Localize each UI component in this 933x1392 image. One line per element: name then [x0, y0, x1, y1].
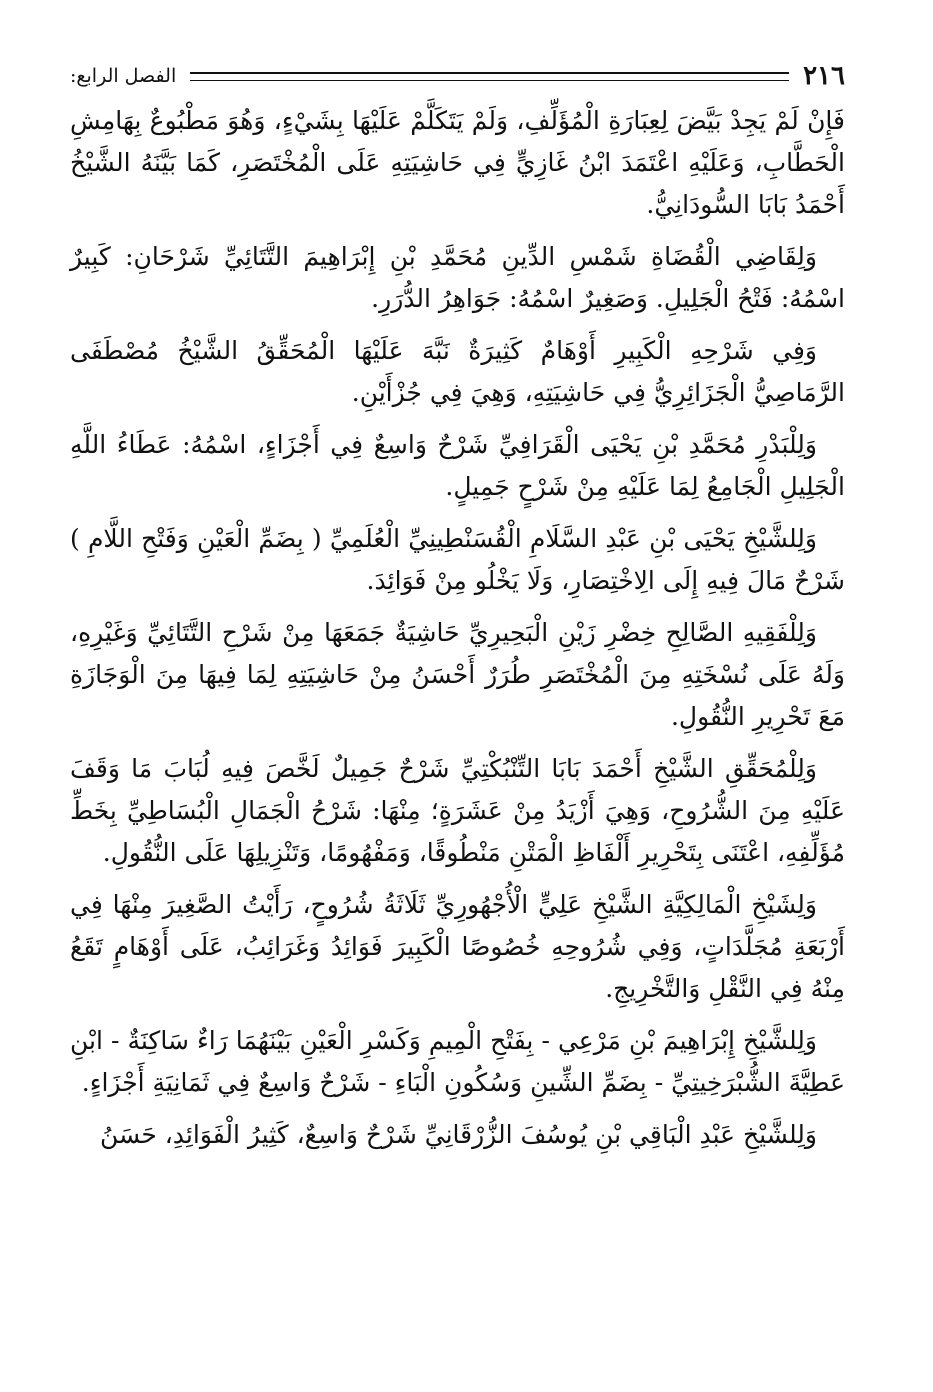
body-text [70, 100, 845, 1156]
paragraph: وَلِلْمُحَقِّقِ الشَّيْخِ أَحْمَدَ بَابَا التِّنْبُكْتِيِّ شَرْحٌ جَمِيلٌ لَخَّصَ فِيهِ لُبَابَ مَا وَقَفَ عَلَيْهِ مِنَ الشُّرُوحِ، وَهِيَ أَزْيَدُ مِنْ عَشَرَةٍ؛ مِنْهَا: شَرْحُ الْجَمَالِ الْبُسَاطِيِّ بِخَطِّ مُؤَلِّفِهِ، اعْتَنَى بِتَحْرِيرِ أَلْفَاظِ الْمَتْنِ مَنْطُوقًا، وَمَفْهُومًا، وَتَنْزِيلِهَا عَلَى النُّقُولِ. [70, 754, 845, 867]
paragraph: وَلِلشَّيْخِ يَحْيَى بْنِ عَبْدِ السَّلَامِ الْقُسَنْطِينِيِّ الْعُلَمِيِّ ( بِضَمِّ الْعَيْنِ وَفَتْحِ اللَّامِ ) شَرْحٌ مَالَ فِيهِ إِلَى الِاخْتِصَارِ، وَلَا يَخْلُو مِنْ فَوَائِدَ. [70, 524, 845, 595]
running-head: الفصل الرابع: [70, 65, 177, 87]
paragraph: وَلِلشَّيْخِ عَبْدِ الْبَاقِي بْنِ يُوسُفَ الزُّرْقَانِيِّ شَرْحٌ وَاسِعٌ، كَثِيرُ الْفَوَائِدِ، حَسَنُ [99, 1120, 817, 1149]
header-rule [190, 72, 789, 81]
paragraph: وَلِلشَّيْخِ إِبْرَاهِيمَ بْنِ مَرْعِي - بِفَتْحِ الْمِيمِ وَكَسْرِ الْعَيْنِ بَيْنَهُمَا رَاءٌ سَاكِنَةٌ - ابْنِ عَطِيَّةَ الشُّبْرَخِيتِيِّ - بِضَمِّ الشِّينِ وَسُكُونِ الْبَاءِ - شَرْحٌ وَاسِعٌ فِي ثَمَانِيَةِ أَجْزَاءٍ. [70, 1026, 845, 1097]
paragraph: وَفِي شَرْحِهِ الْكَبِيرِ أَوْهَامٌ كَثِيرَةٌ نَبَّهَ عَلَيْهَا الْمُحَقِّقُ الشَّيْخُ مُصْطَفَى الرَّمَاصِيُّ الْجَزَائِرِيُّ فِي حَاشِيَتِهِ، وَهِيَ فِي جُزْأَيْنِ. [70, 336, 845, 407]
page-number: ٢١٦ [803, 61, 845, 91]
paragraph: وَلِقَاضِي الْقُضَاةِ شَمْسِ الدِّينِ مُحَمَّدِ بْنِ إِبْرَاهِيمَ التَّتَائِيِّ شَرْحَانِ: كَبِيرٌ اسْمُهُ: فَتْحُ الْجَلِيلِ. وَصَغِيرٌ اسْمُهُ: جَوَاهِرُ الدُّرَرِ. [70, 242, 845, 313]
paragraph: وَلِلْبَدْرِ مُحَمَّدِ بْنِ يَحْيَى الْقَرَافِيِّ شَرْحٌ وَاسِعٌ فِي أَجْزَاءٍ، اسْمُهُ: عَطَاءُ اللَّهِ الْجَلِيلِ الْجَامِعُ لِمَا عَلَيْهِ مِنْ شَرْحٍ جَمِيلٍ. [70, 430, 845, 501]
page-header [70, 56, 845, 96]
paragraph: وَلِلْفَقِيهِ الصَّالِحِ خِضْرِ زَيْنِ الْبَحِيرِيِّ حَاشِيَةٌ جَمَعَهَا مِنْ شَرْحِ التَّتَائِيِّ وَغَيْرِهِ، وَلَهُ عَلَى نُسْخَتِهِ مِنَ الْمُخْتَصَرِ طُرَرٌ أَحْسَنُ مِنْ حَاشِيَتِهِ لِمَا فِيهَا مِنَ الْوَجَازَةِ مَعَ تَحْرِيرِ النُّقُولِ. [70, 618, 845, 731]
paragraph: وَلِشَيْخِ الْمَالِكِيَّةِ الشَّيْخِ عَلِيٍّ الْأُجْهُورِيِّ ثَلَاثَةُ شُرُوحٍ، رَأَيْتُ الصَّغِيرَ مِنْهَا فِي أَرْبَعَةِ مُجَلَّدَاتٍ، وَفِي شُرُوحِهِ خُصُوصًا الْكَبِيرَ فَوَائِدُ وَغَرَائِبُ، عَلَى أَوْهَامٍ تَقَعُ مِنْهُ فِي النَّقْلِ وَالتَّخْرِيجِ. [70, 890, 845, 1003]
paragraph: فَإِنْ لَمْ يَجِدْ بَيَّضَ لِعِبَارَةِ الْمُؤَلِّفِ، وَلَمْ يَتَكَلَّمْ عَلَيْهَا بِشَيْءٍ، وَهُوَ مَطْبُوعٌ بِهَامِشِ الْحَطَّابِ، وَعَلَيْهِ اعْتَمَدَ ابْنُ غَازِيٍّ فِي حَاشِيَتِهِ عَلَى الْمُخْتَصَرِ، كَمَا بَيَّنَهُ الشَّيْخُ أَحْمَدُ بَابَا السُّودَانِيُّ. [70, 106, 845, 219]
